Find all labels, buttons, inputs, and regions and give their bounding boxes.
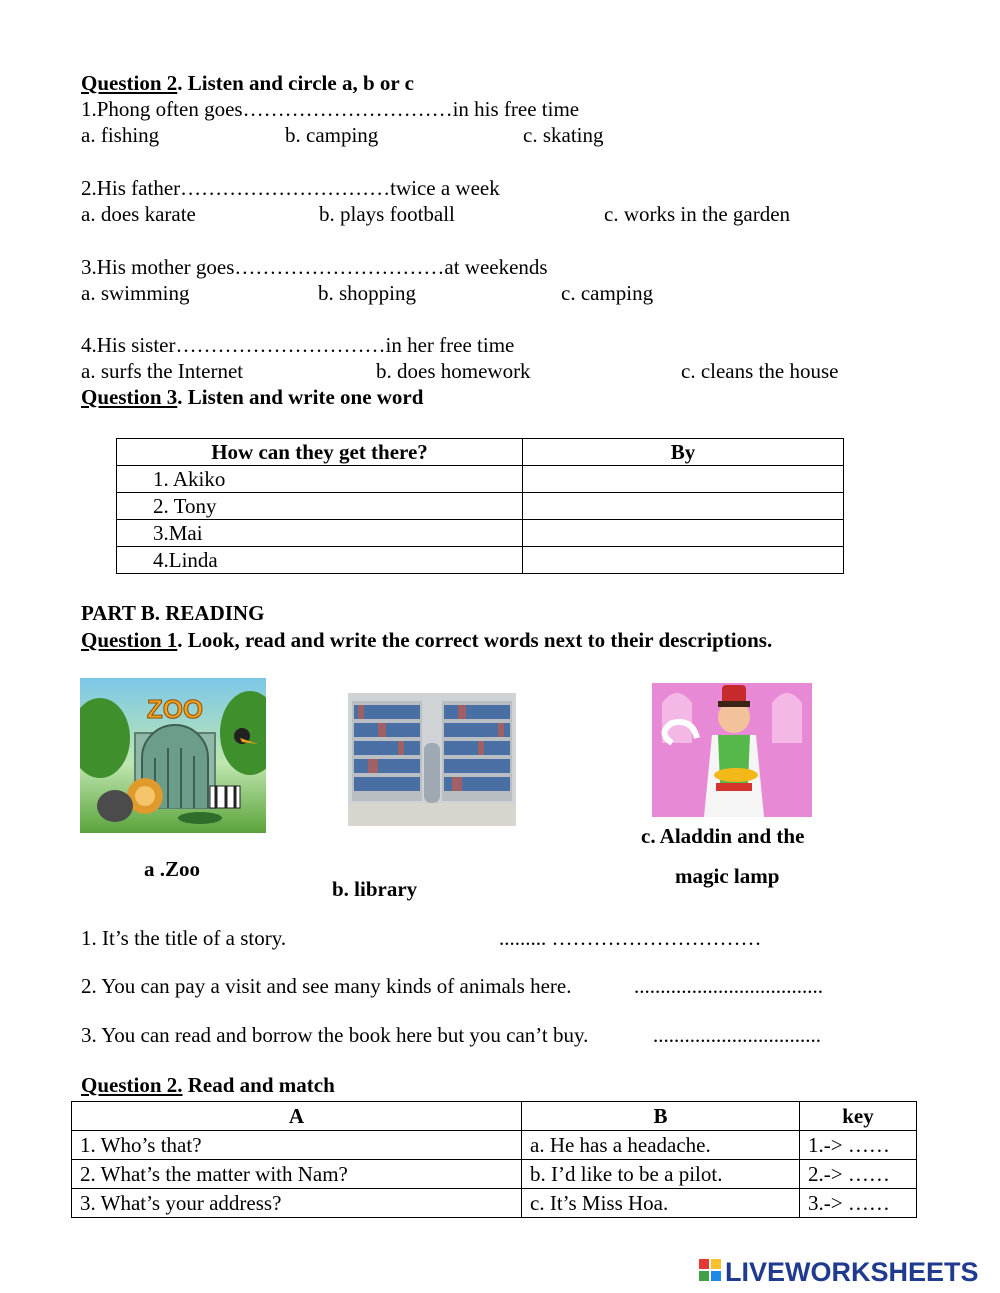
match-a-2: 2. What’s the matter with Nam?: [72, 1160, 522, 1189]
match-b-2: b. I’d like to be a pilot.: [522, 1160, 800, 1189]
table-row: [117, 493, 844, 520]
partb-q1-label: Question 1: [81, 628, 178, 652]
description-2: 2. You can pay a visit and see many kinds of animals here.: [81, 974, 572, 998]
transport-col-by: By: [523, 439, 844, 466]
table-row: [72, 1131, 917, 1160]
description-3: 3. You can read and borrow the book here but you can’t buy.: [81, 1023, 589, 1047]
q2-heading-rest: . Listen and circle a, b or c: [177, 71, 414, 95]
aladdin-illustration: [652, 683, 812, 817]
partb-q1-rest: . Look, read and write the correct words next to their descriptions.: [177, 628, 773, 652]
match-heading-rest: Read and match: [182, 1073, 335, 1097]
q2-item-4-stem: 4.His sister…………………………in her free time: [81, 333, 515, 357]
caption-zoo: a .Zoo: [144, 857, 201, 881]
q2-heading: [81, 70, 414, 96]
table-row: [117, 520, 844, 547]
table-row: [117, 547, 844, 574]
match-col-b: B: [522, 1102, 800, 1131]
transport-answer-1[interactable]: [523, 466, 844, 493]
transport-name-linda: 4.Linda: [117, 547, 523, 574]
q2-item-1-stem: 1.Phong often goes…………………………in his free time: [81, 97, 580, 121]
q2-item-1-option-b[interactable]: b. camping: [285, 123, 379, 147]
transport-col-question: How can they get there?: [117, 439, 523, 466]
description-1-answer-blank[interactable]: ......... …………………………: [499, 926, 762, 950]
q3-heading-label: Question 3: [81, 385, 178, 409]
transport-name-tony: 2. Tony: [117, 493, 523, 520]
match-key-2[interactable]: 2.-> ……: [800, 1160, 917, 1189]
table-row: [72, 1160, 917, 1189]
match-key-3[interactable]: 3.-> ……: [800, 1189, 917, 1218]
q2-item-4-option-c[interactable]: c. cleans the house: [681, 359, 839, 383]
liveworksheets-logo-text: LIVEWORKSHEETS: [725, 1257, 979, 1287]
q2-item-2-option-b[interactable]: b. plays football: [319, 202, 455, 226]
match-b-3: c. It’s Miss Hoa.: [522, 1189, 800, 1218]
match-heading-label: Question 2.: [81, 1073, 183, 1097]
partb-title: PART B. READING: [81, 601, 265, 625]
q2-item-1-option-a[interactable]: a. fishing: [81, 123, 160, 147]
transport-answer-4[interactable]: [523, 547, 844, 574]
transport-table: [116, 438, 844, 574]
match-col-key: key: [800, 1102, 917, 1131]
q2-item-2-stem: 2.His father…………………………twice a week: [81, 176, 500, 200]
q2-item-2-option-a[interactable]: a. does karate: [81, 202, 196, 226]
liveworksheets-logo-mark: [697, 1253, 997, 1287]
q2-item-3-option-a[interactable]: a. swimming: [81, 281, 190, 305]
zoo-picture: [80, 678, 266, 833]
description-3-answer-blank[interactable]: ................................: [653, 1023, 821, 1047]
match-heading: [81, 1072, 335, 1098]
q2-item-3-stem: 3.His mother goes…………………………at weekends: [81, 255, 548, 279]
library-illustration: [348, 693, 516, 826]
zoo-illustration: [80, 678, 266, 833]
match-col-a: A: [72, 1102, 522, 1131]
match-a-3: 3. What’s your address?: [72, 1189, 522, 1218]
q2-heading-label: Question 2: [81, 71, 178, 95]
caption-aladdin-line1: c. Aladdin and the: [641, 824, 805, 848]
zoo-sign-text: ZOO: [146, 694, 204, 724]
caption-aladdin-line2: magic lamp: [675, 864, 780, 888]
partb-q1-heading: [81, 627, 772, 653]
q2-item-2-option-c[interactable]: c. works in the garden: [604, 202, 791, 226]
table-row: [72, 1189, 917, 1218]
q3-heading-rest: . Listen and write one word: [177, 385, 424, 409]
match-a-1: 1. Who’s that?: [72, 1131, 522, 1160]
liveworksheets-logo: [697, 1253, 997, 1287]
description-2-answer-blank[interactable]: ....................................: [634, 974, 823, 998]
q2-item-4-option-b[interactable]: b. does homework: [376, 359, 531, 383]
match-table: [71, 1101, 917, 1218]
library-picture: [348, 693, 516, 826]
description-1: 1. It’s the title of a story.: [81, 926, 287, 950]
aladdin-picture: [652, 683, 812, 817]
match-key-1[interactable]: 1.-> ……: [800, 1131, 917, 1160]
q2-item-3-option-b[interactable]: b. shopping: [318, 281, 417, 305]
q2-item-1-option-c[interactable]: c. skating: [523, 123, 604, 147]
table-row: [117, 466, 844, 493]
transport-answer-3[interactable]: [523, 520, 844, 547]
q3-heading: [81, 384, 423, 410]
transport-answer-2[interactable]: [523, 493, 844, 520]
match-b-1: a. He has a headache.: [522, 1131, 800, 1160]
transport-name-mai: 3.Mai: [117, 520, 523, 547]
q2-item-3-option-c[interactable]: c. camping: [561, 281, 654, 305]
q2-item-4-option-a[interactable]: a. surfs the Internet: [81, 359, 244, 383]
caption-library: b. library: [332, 877, 418, 901]
transport-name-akiko: 1. Akiko: [117, 466, 523, 493]
